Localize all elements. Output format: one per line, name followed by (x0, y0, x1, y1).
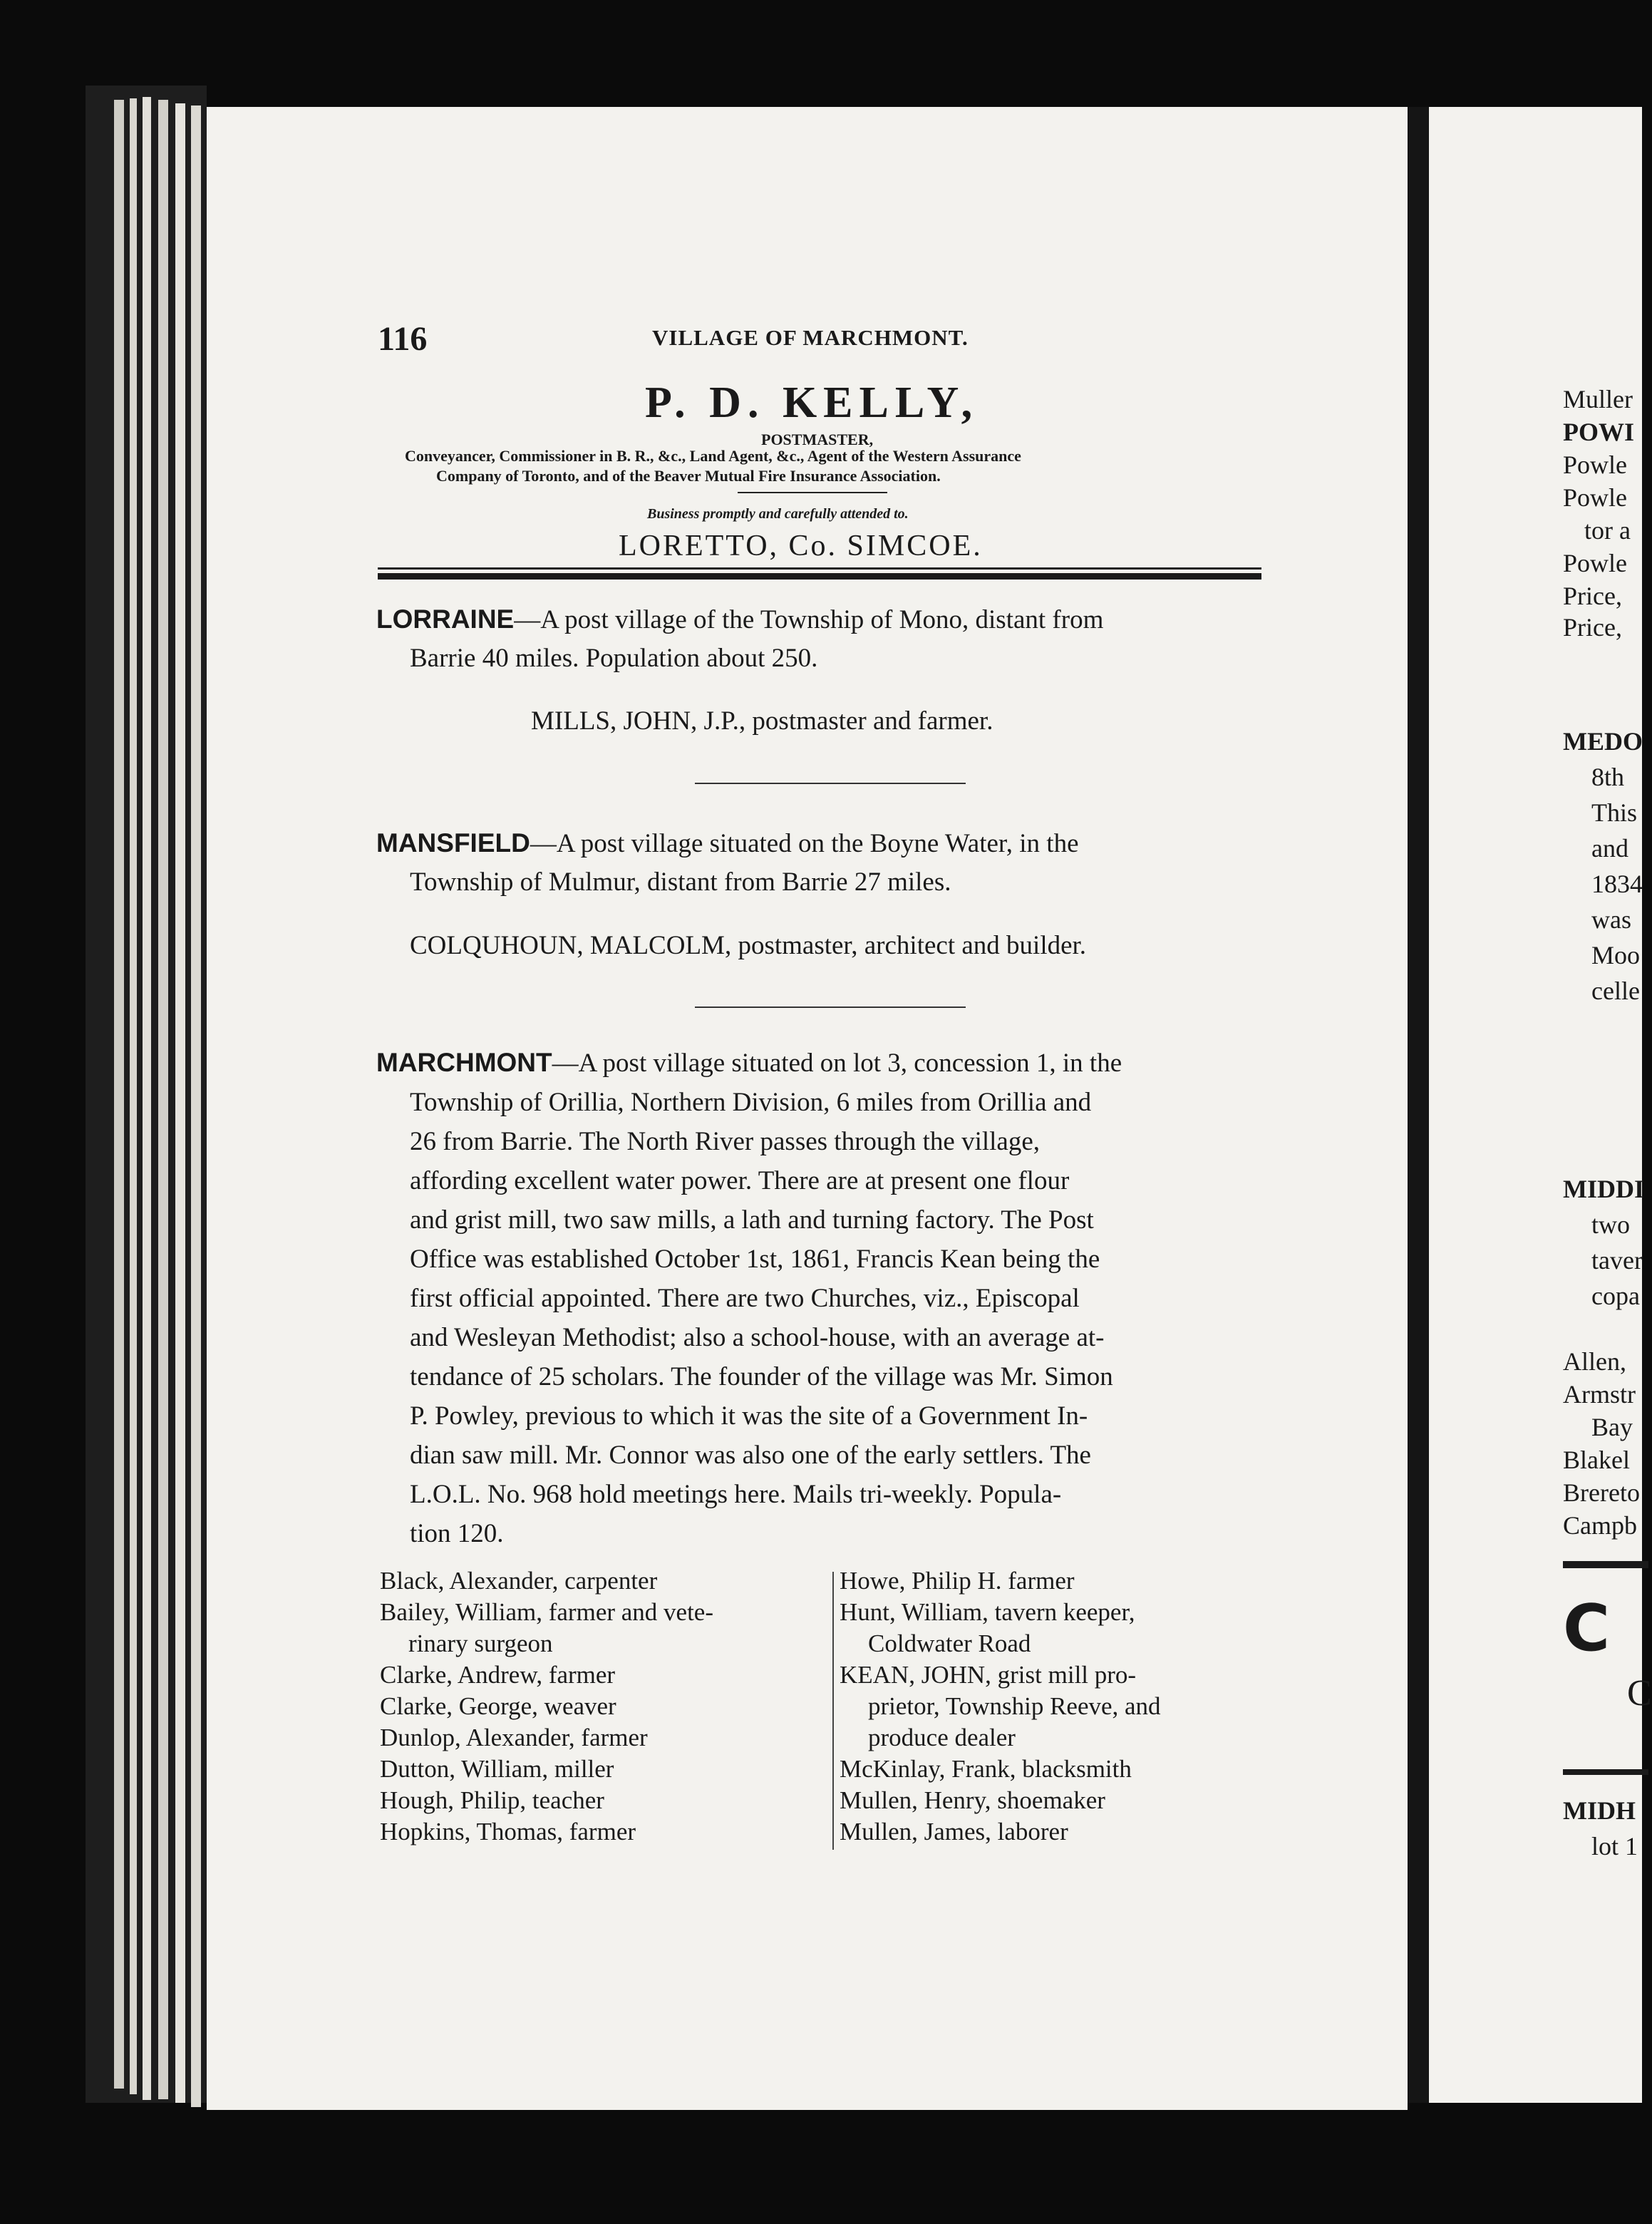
right-fragment: Muller (1563, 385, 1633, 413)
ad-description: Conveyancer, Commissioner in B. R., &c., Land Agent, &c., Agent of the Western Assurance (405, 447, 1021, 465)
mansfield-text: —A post village situated on the Boyne Water, in the (530, 829, 1079, 858)
right-fragment: taver (1591, 1246, 1643, 1275)
right-fragment: Allen, (1563, 1347, 1626, 1376)
right-fragment: C (1627, 1673, 1652, 1714)
right-fragment: Blakel (1563, 1446, 1630, 1474)
right-fragment: 1834 (1591, 870, 1643, 898)
right-fragment: MEDO (1563, 727, 1643, 756)
right-fragment: and (1591, 834, 1628, 863)
directory-entry: Mullen, James, laborer (840, 1818, 1068, 1845)
column-divider (832, 1572, 834, 1850)
running-title: VILLAGE OF MARCHMONT. (652, 325, 969, 350)
directory-entry: produce dealer (868, 1724, 1016, 1751)
ad-title: POSTMASTER, (761, 431, 874, 448)
lorraine-heading: LORRAINE (376, 604, 515, 634)
right-fragment: Powle (1563, 549, 1627, 577)
lorraine-text: Barrie 40 miles. Population about 250. (410, 644, 818, 673)
page-edge (130, 98, 137, 2094)
right-page (1429, 107, 1652, 2103)
right-fragment: C (1563, 1591, 1611, 1666)
marchmont-text: 26 from Barrie. The North River passes through the village, (410, 1127, 1041, 1156)
marchmont-text: tendance of 25 scholars. The founder of the village was Mr. Simon (410, 1362, 1113, 1391)
ad-location: LORETTO, Co. SIMCOE. (619, 530, 983, 562)
ad-tagline: Business promptly and carefully attended to. (647, 506, 909, 522)
directory-entry: Dutton, William, miller (380, 1755, 614, 1783)
marchmont-text: affording excellent water power. There are at present one flour (410, 1166, 1070, 1195)
directory-entry: Hough, Philip, teacher (380, 1786, 604, 1814)
page-edge (158, 100, 168, 2099)
directory-entry: Hopkins, Thomas, farmer (380, 1818, 636, 1845)
directory-entry: Coldwater Road (868, 1630, 1031, 1657)
marchmont-text: first official appointed. There are two Churches, viz., Episcopal (410, 1284, 1080, 1313)
page-number: 116 (378, 320, 428, 358)
right-fragment: MIDDI (1563, 1175, 1644, 1203)
page-edge (191, 105, 201, 2107)
marchmont-text: tion 120. (410, 1519, 504, 1548)
right-fragment: Bay (1591, 1413, 1633, 1441)
directory-entry: Hunt, William, tavern keeper, (840, 1598, 1135, 1626)
right-fragment: Brereto (1563, 1478, 1640, 1507)
directory-entry: rinary surgeon (408, 1630, 553, 1657)
ad-rule-thick (378, 573, 1261, 580)
lorraine-text: —A post village of the Township of Mono, distant from (514, 605, 1104, 634)
right-fragment: Powle (1563, 451, 1627, 479)
section-separator (695, 783, 966, 784)
right-fragment: Moo (1591, 941, 1641, 969)
book-gutter (1408, 107, 1429, 2103)
right-fragment: Armstr (1563, 1380, 1636, 1409)
directory-entry: Clarke, Andrew, farmer (380, 1661, 616, 1689)
right-fragment: tor a (1584, 516, 1631, 545)
marchmont-text: L.O.L. No. 968 hold meetings here. Mails tri-weekly. Popula- (410, 1480, 1062, 1509)
page-edge (143, 97, 151, 2100)
right-fragment: Price, (1563, 582, 1622, 610)
right-fragment: celle (1591, 977, 1640, 1005)
right-fragment: This (1591, 798, 1638, 827)
marchmont-text: Office was established October 1st, 1861, Francis Kean being the (410, 1245, 1100, 1274)
right-fragment: 8th (1591, 763, 1625, 791)
section-separator (695, 1007, 966, 1008)
right-fragment: copa (1591, 1282, 1640, 1310)
directory-entry: Dunlop, Alexander, farmer (380, 1724, 648, 1751)
right-fragment: MIDH (1563, 1796, 1636, 1825)
right-fragment: Campb (1563, 1511, 1637, 1540)
right-rule (1563, 1561, 1648, 1568)
marchmont-text: and Wesleyan Methodist; also a school-house, with an average at- (410, 1323, 1105, 1352)
right-fragment: Price, (1563, 613, 1622, 642)
ad-name: P. D. KELLY, (645, 379, 979, 427)
directory-entry: KEAN, JOHN, grist mill pro- (840, 1661, 1137, 1689)
right-rule (1563, 1769, 1648, 1775)
mansfield-heading: MANSFIELD (376, 828, 530, 858)
marchmont-text: —A post village situated on lot 3, concession 1, in the (552, 1049, 1122, 1078)
ad-description: Company of Toronto, and of the Beaver Mutual Fire Insurance Association. (436, 467, 941, 485)
right-fragment: Powle (1563, 483, 1627, 512)
ad-rule (378, 567, 1261, 570)
mansfield-text: Township of Mulmur, distant from Barrie 27 miles. (410, 868, 951, 897)
mansfield-entry (376, 828, 1079, 859)
marchmont-text: dian saw mill. Mr. Connor was also one of the early settlers. The (410, 1441, 1091, 1470)
marchmont-entry (376, 1048, 1122, 1078)
marchmont-text: and grist mill, two saw mills, a lath and turning factory. The Post (410, 1205, 1094, 1235)
directory-entry: Black, Alexander, carpenter (380, 1567, 658, 1595)
right-fragment: lot 1 (1591, 1832, 1638, 1860)
directory-entry: Bailey, William, farmer and vete- (380, 1598, 713, 1626)
ad-rule (738, 492, 887, 493)
directory-entry: Clarke, George, weaver (380, 1692, 616, 1720)
marchmont-heading: MARCHMONT (376, 1048, 552, 1077)
directory-entry: McKinlay, Frank, blacksmith (840, 1755, 1132, 1783)
marchmont-text: Township of Orillia, Northern Division, 6 miles from Orillia and (410, 1088, 1092, 1117)
lorraine-entry (376, 604, 1103, 635)
directory-entry: prietor, Township Reeve, and (868, 1692, 1161, 1720)
directory-entry: Mullen, Henry, shoemaker (840, 1786, 1105, 1814)
lorraine-resident: MILLS, JOHN, J.P., postmaster and farmer. (531, 706, 993, 736)
right-fragment: POWI (1563, 418, 1635, 446)
page-edge (114, 100, 124, 2089)
marchmont-text: P. Powley, previous to which it was the site of a Government In- (410, 1401, 1088, 1431)
directory-entry: Howe, Philip H. farmer (840, 1567, 1075, 1595)
right-fragment: two (1591, 1210, 1630, 1239)
right-fragment: was (1591, 905, 1631, 934)
page-edge (175, 103, 185, 2103)
mansfield-resident: COLQUHOUN, MALCOLM, postmaster, architect and builder. (410, 931, 1087, 960)
